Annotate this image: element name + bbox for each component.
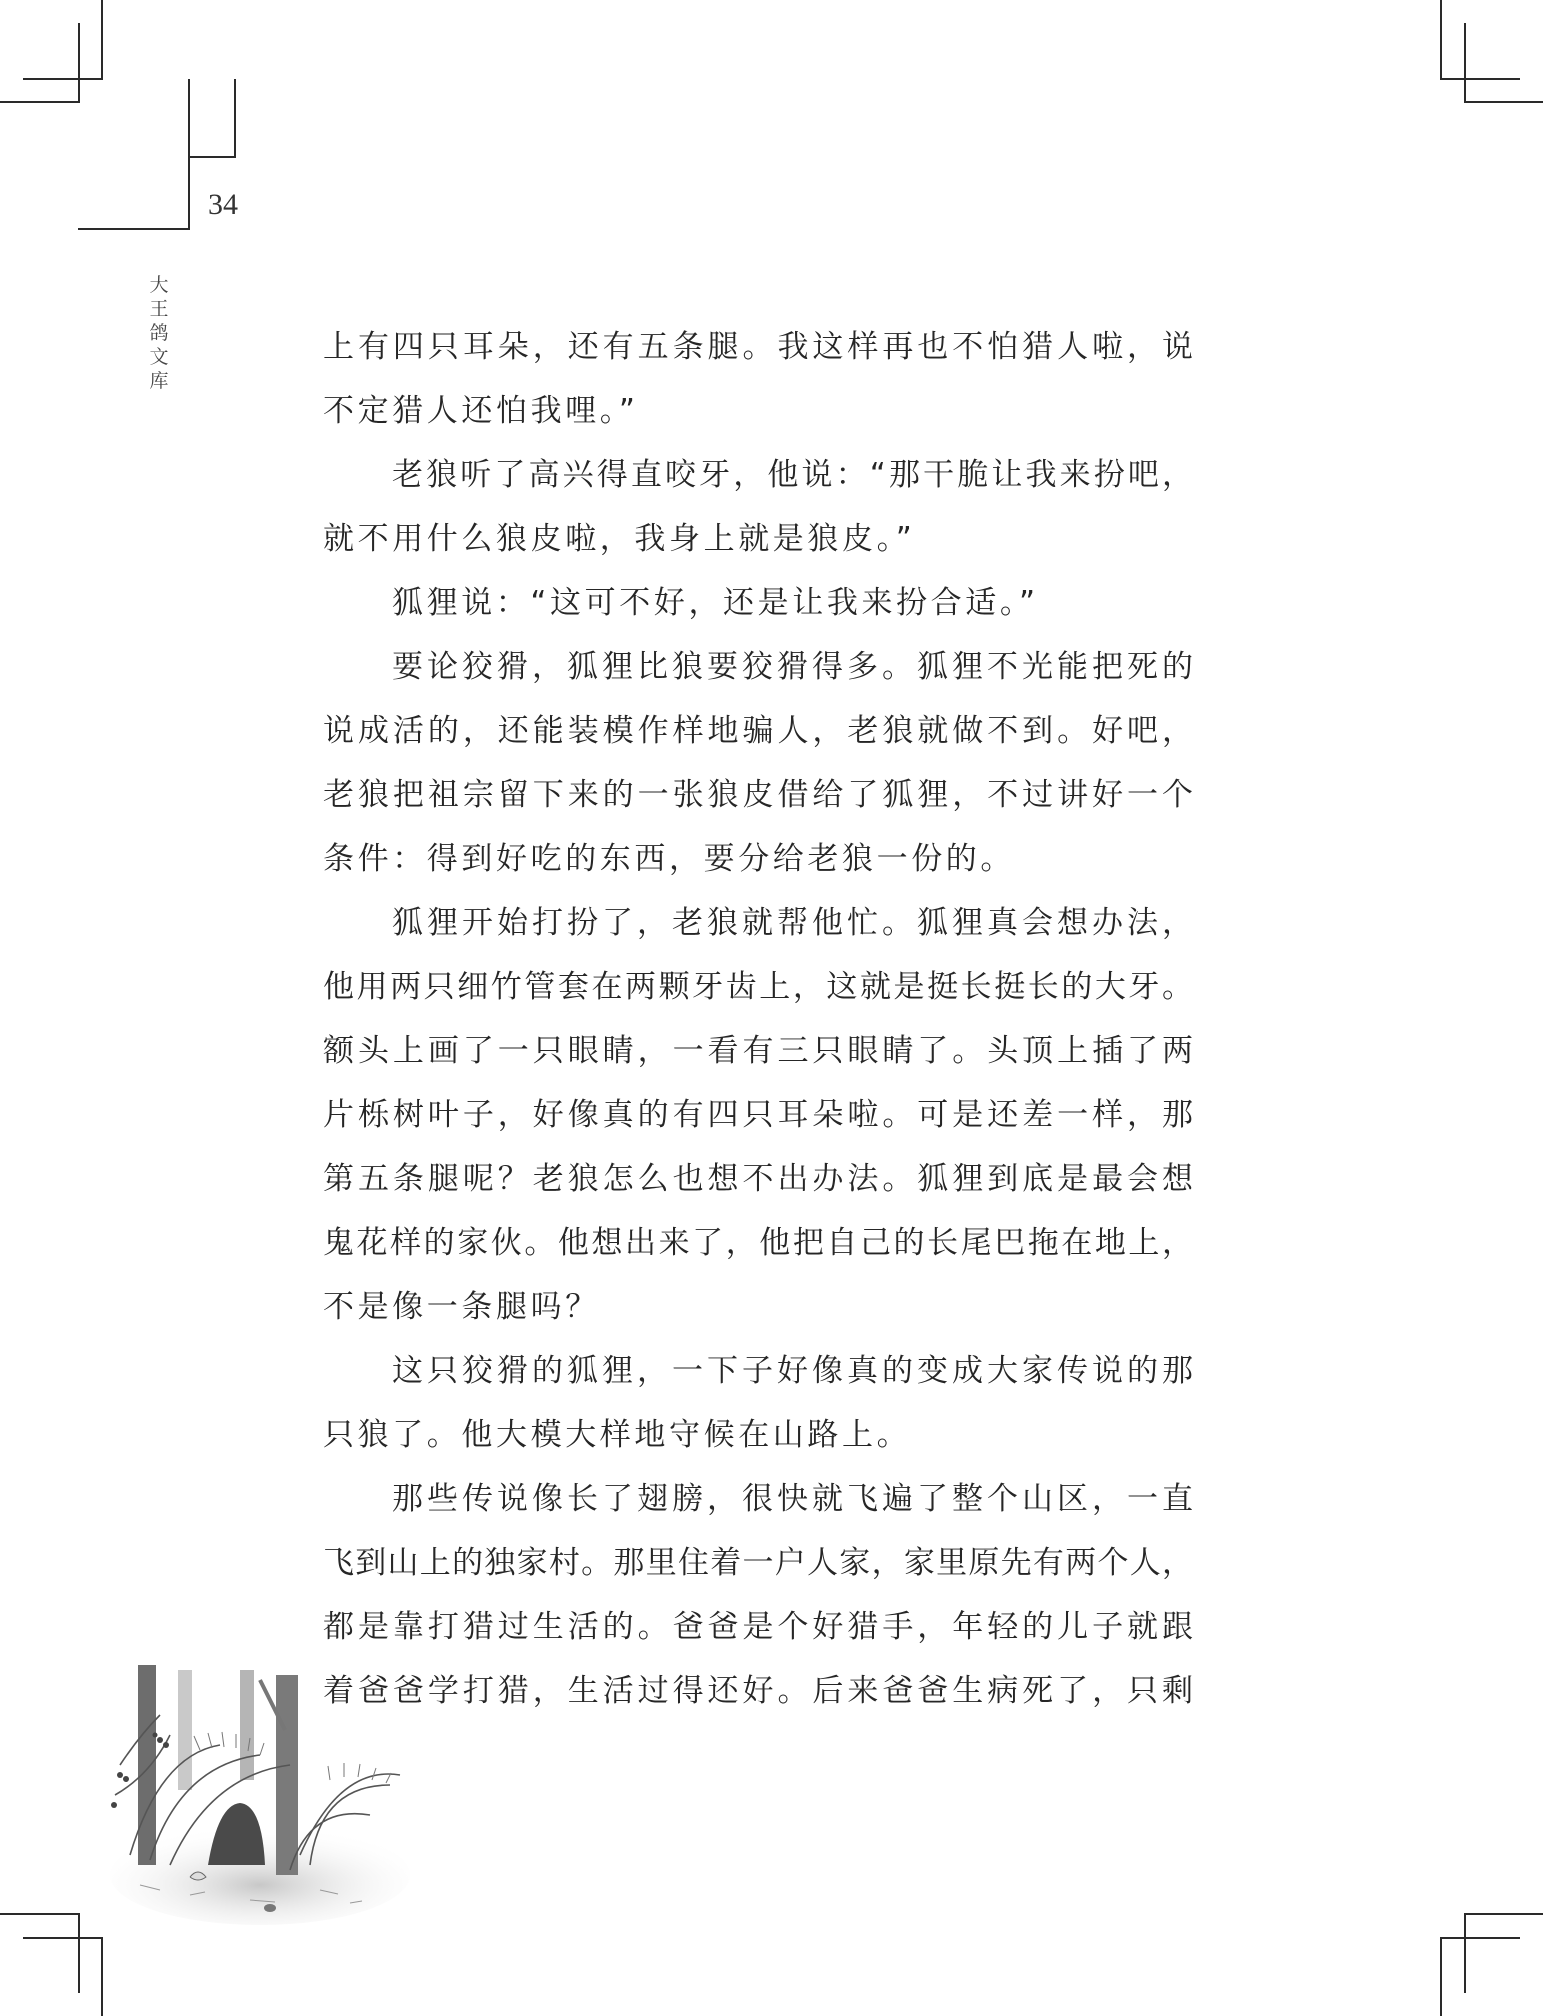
text-line: 片栎树叶子，好像真的有四只耳朵啦。可是还差一样，那 [323, 1097, 1193, 1133]
text-line: 要论狡猾，狐狸比狼要狡猾得多。狐狸不光能把死的 [392, 649, 1193, 685]
text-line: 上有四只耳朵，还有五条腿。我这样再也不怕猎人啦，说 [323, 329, 1193, 365]
text-line: 第五条腿呢？老狼怎么也想不出办法。狐狸到底是最会想 [323, 1161, 1193, 1197]
text-line: 条件：得到好吃的东西，要分给老狼一份的。 [323, 841, 1015, 877]
page-number: 34 [208, 188, 238, 221]
body-text [323, 326, 1193, 1734]
text-line: 狐狸开始打扮了，老狼就帮他忙。狐狸真会想办法， [392, 905, 1193, 941]
text-line: 飞到山上的独家村。那里住着一户人家，家里原先有两个人， [323, 1545, 1193, 1581]
crop-mark [78, 1913, 80, 1993]
frame-line [234, 79, 236, 158]
text-line: 只狼了。他大模大样地守候在山路上。 [323, 1417, 912, 1453]
crop-mark [1464, 1913, 1466, 1993]
crop-mark [23, 78, 103, 80]
text-line: 不是像一条腿吗？ [323, 1289, 600, 1325]
text-line: 老狼把祖宗留下来的一张狼皮借给了狐狸，不过讲好一个 [323, 777, 1193, 813]
crop-mark [1440, 0, 1442, 79]
crop-mark [1464, 101, 1543, 103]
text-line: 额头上画了一只眼睛，一看有三只眼睛了。头顶上插了两 [323, 1033, 1193, 1069]
text-line: 这只狡猾的狐狸，一下子好像真的变成大家传说的那 [392, 1353, 1193, 1389]
text-line: 老狼听了高兴得直咬牙，他说：“那干脆让我来扮吧， [392, 457, 1193, 493]
text-line: 那些传说像长了翅膀，很快就飞遍了整个山区，一直 [392, 1481, 1193, 1517]
text-line: 都是靠打猎过生活的。爸爸是个好猎手，年轻的儿子就跟 [323, 1609, 1193, 1645]
text-line: 鬼花样的家伙。他想出来了，他把自己的长尾巴拖在地上， [323, 1225, 1193, 1261]
forest-illustration [100, 1655, 410, 1935]
crop-mark [1440, 78, 1520, 80]
crop-mark [23, 1937, 103, 1939]
text-line: 不定猎人还怕我哩。” [323, 393, 639, 429]
crop-mark [1464, 1913, 1543, 1915]
text-line: 着爸爸学打猎，生活过得还好。后来爸爸生病死了，只剩 [323, 1673, 1193, 1709]
crop-mark [101, 0, 103, 79]
crop-mark [101, 1937, 103, 2016]
crop-mark [1464, 23, 1466, 103]
crop-mark [1440, 1937, 1520, 1939]
frame-line [188, 79, 190, 230]
text-line: 狐狸说：“这可不好，还是让我来扮合适。” [392, 585, 1039, 621]
text-line: 他用两只细竹管套在两颗牙齿上，这就是挺长挺长的大牙。 [323, 969, 1193, 1005]
crop-mark [1440, 1937, 1442, 2016]
text-line: 说成活的，还能装模作样地骗人，老狼就做不到。好吧， [323, 713, 1193, 749]
crop-mark [0, 1913, 80, 1915]
crop-mark [78, 23, 80, 103]
frame-line [188, 156, 236, 158]
crop-mark [0, 101, 80, 103]
series-title: 大王鸽文库 [149, 274, 169, 392]
frame-line [78, 228, 190, 230]
text-line: 就不用什么狼皮啦，我身上就是狼皮。” [323, 521, 916, 557]
